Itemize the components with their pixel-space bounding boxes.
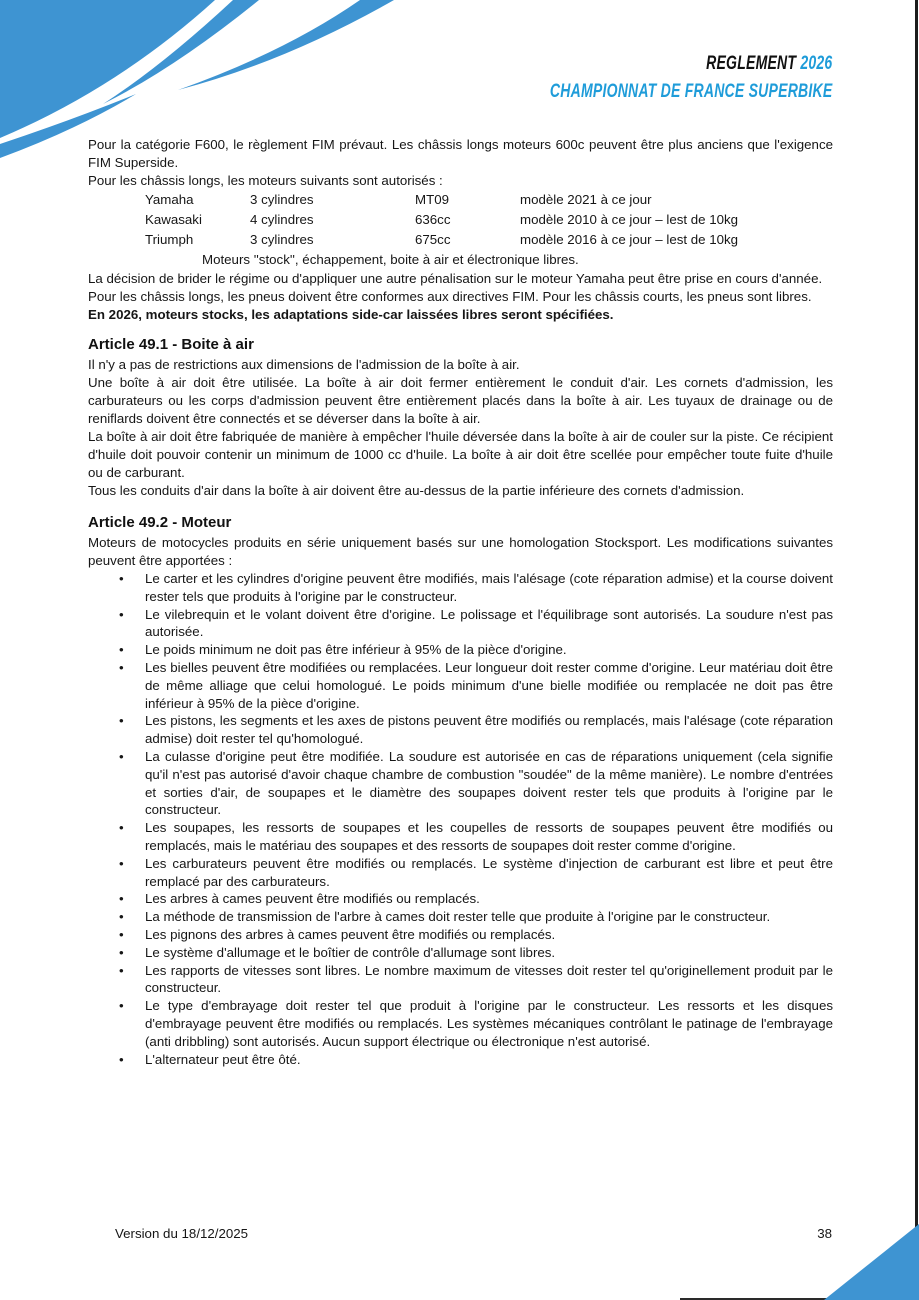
list-item: • Les rapports de vitesses sont libres. Le nombre maximum de vitesses doit rester tel qu'originellement produit par le constructeur. [88, 962, 833, 998]
article-491-title: Article 49.1 - Boite à air [88, 336, 254, 353]
engine-model: 636cc [415, 212, 451, 227]
article-492-rules-list [88, 570, 833, 1068]
header-title-word: REGLEMENT [705, 52, 796, 74]
list-item: • L'alternateur peut être ôté. [88, 1051, 833, 1069]
article-492-intro: Moteurs de motocycles produits en série uniquement basés sur une homologation Stocksport. Les modifications suivantes peuvent être apportées : [88, 535, 833, 568]
engine-model: MT09 [415, 192, 449, 207]
list-item: • Le vilebrequin et le volant doivent être d'origine. Le polissage et l'équilibrage sont autorisés. La soudure n'est pas autorisée. [88, 606, 833, 642]
document-header [440, 50, 832, 106]
list-item: • La culasse d'origine peut être modifiée. La soudure est autorisée en cas de réparations uniquement (cela signifie qu'il n'est pas autorisé d'avoir chaque chambre de combustion "soudée" de la même manière). Le nombre d'entrées et sorties d'air, de soupapes et le diamètre des soupapes doivent rester tels que produits à l'origine par le constructeur. [88, 748, 833, 819]
engine-brand: Yamaha [145, 192, 194, 207]
engines-free-parts-note: Moteurs ''stock'', échappement, boite à air et électronique libres. [202, 252, 579, 267]
engine-cylinders: 3 cylindres [250, 232, 314, 247]
engine-brand: Kawasaki [145, 212, 202, 227]
version-label: Version du 18/12/2025 [115, 1226, 249, 1241]
table-row [145, 230, 833, 250]
intro-paragraph-5-bold: En 2026, moteurs stocks, les adaptations side-car laissées libres seront spécifiées. [88, 307, 614, 322]
intro-paragraph-1: Pour la catégorie F600, le règlement FIM prévaut. Les châssis longs moteurs 600c peuvent être plus anciens que l'exigence FIM Superside. [88, 137, 833, 170]
list-item: • Les arbres à cames peuvent être modifiés ou remplacés. [88, 890, 833, 908]
article-491-paragraph: Il n'y a pas de restrictions aux dimensions de l'admission de la boîte à air. [88, 357, 520, 372]
article-491-paragraph: La boîte à air doit être fabriquée de manière à empêcher l'huile déversée dans la boîte à air de couler sur la piste. Ce récipient d'huile doit pouvoir contenir un minimum de 1000 cc d'huile. La boîte à air doit être scellée pour empêcher toute fuite d'huile ou de carburant. [88, 429, 833, 480]
list-item: • Les carburateurs peuvent être modifiés ou remplacés. Le système d'injection de carburant est libre et peut être remplacé par des carburateurs. [88, 855, 833, 891]
list-item: • Les pistons, les segments et les axes de pistons peuvent être modifiés ou remplacés, mais l'alésage (cote réparation admise) doit rester tel qu'homologué. [88, 712, 833, 748]
header-title-year: 2026 [799, 52, 832, 74]
scan-edge-right-line [915, 0, 918, 1238]
article-491-paragraph: Tous les conduits d'air dans la boîte à air doivent être au-dessus de la partie inférieure des cornets d'admission. [88, 483, 745, 498]
engine-cylinders: 4 cylindres [250, 212, 314, 227]
article-492-title: Article 49.2 - Moteur [88, 514, 232, 531]
engine-cylinders: 3 cylindres [250, 192, 314, 207]
engine-note: modèle 2021 à ce jour [520, 192, 652, 207]
list-item: • Le carter et les cylindres d'origine peuvent être modifiés, mais l'alésage (cote réparation admise) et la course doivent rester tels que produits à l'origine par le constructeur. [88, 570, 833, 606]
intro-paragraph-4: Pour les châssis longs, les pneus doivent être conformes aux directives FIM. Pour les châssis courts, les pneus sont libres. [88, 289, 812, 304]
authorized-engines-table [145, 190, 833, 270]
engine-note: modèle 2016 à ce jour – lest de 10kg [520, 232, 739, 247]
page-number: 38 [817, 1226, 832, 1241]
table-row [145, 190, 833, 210]
list-item: • Le type d'embrayage doit rester tel que produit à l'origine par le constructeur. Les ressorts et les disques d'embrayage peuvent être modifiés ou remplacés. Les systèmes mécaniques contrôlant le patinage de l'embrayage (anti dribbling) sont autorisés. Aucun support électrique ou électronique n'est autorisé. [88, 997, 833, 1050]
engine-model: 675cc [415, 232, 451, 247]
intro-paragraph-2: Pour les châssis longs, les moteurs suivants sont autorisés : [88, 173, 443, 188]
intro-paragraph-3: La décision de brider le régime ou d'appliquer une autre pénalisation sur le moteur Yamaha peut être prise en cours d'année. [88, 271, 823, 286]
article-491-paragraph: Une boîte à air doit être utilisée. La boîte à air doit fermer entièrement le conduit d'air. Les cornets d'admission, les carburateurs ou les corps d'admission peuvent être entièrement placés dans la boîte à air. Les tuyaux de drainage ou de reniflards doivent être connectés et se déverser dans la boîte à air. [88, 375, 833, 426]
table-row [145, 210, 833, 230]
list-item: • Les bielles peuvent être modifiées ou remplacées. Leur longueur doit rester comme d'origine. Leur matériau doit être de même alliage que celui homologué. Le poids minimum d'une bielle modifiée ou remplacée ne doit pas être inférieur à 95% de la pièce d'origine. [88, 659, 833, 712]
corner-triangle-decoration [824, 1224, 919, 1300]
list-item: • Le système d'allumage et le boîtier de contrôle d'allumage sont libres. [88, 944, 833, 962]
header-subtitle: CHAMPIONNAT DE FRANCE SUPERBIKE [549, 80, 832, 102]
header-title [706, 50, 832, 76]
list-item: • Les soupapes, les ressorts de soupapes et les coupelles de ressorts de soupapes peuvent être modifiés ou remplacés, mais le matériau des soupapes et des ressorts de soupapes doit rester comme d'origine. [88, 819, 833, 855]
list-item: • Le poids minimum ne doit pas être inférieur à 95% de la pièce d'origine. [88, 641, 833, 659]
document-body [88, 136, 833, 1068]
list-item: • La méthode de transmission de l'arbre à cames doit rester telle que produite à l'origine par le constructeur. [88, 908, 833, 926]
list-item: • Les pignons des arbres à cames peuvent être modifiés ou remplacés. [88, 926, 833, 944]
engine-brand: Triumph [145, 232, 194, 247]
engine-note: modèle 2010 à ce jour – lest de 10kg [520, 212, 739, 227]
page-footer [115, 1226, 832, 1241]
